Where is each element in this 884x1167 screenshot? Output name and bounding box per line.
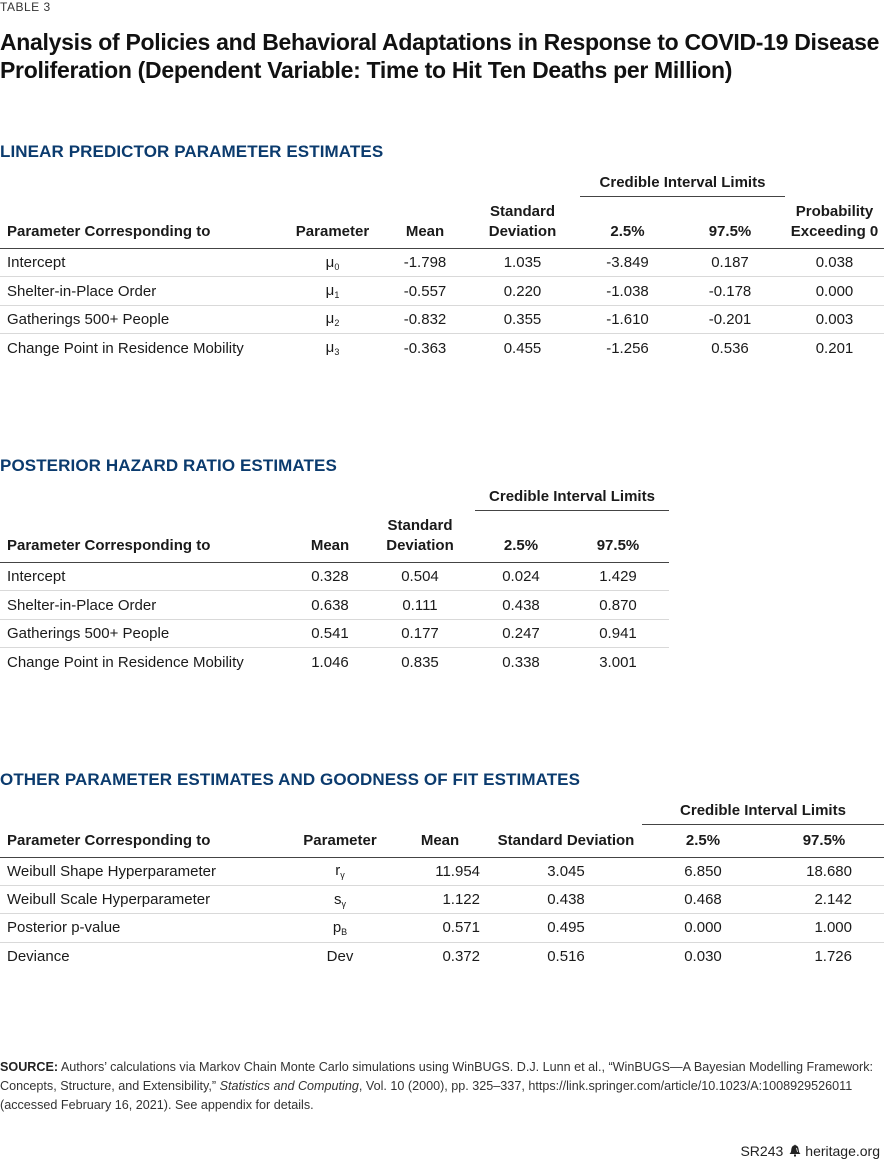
cell-sd: 0.516	[547, 948, 585, 966]
col-header-mean: Mean	[310, 537, 350, 554]
table-row	[0, 885, 884, 913]
col-header-parameter-corresponding: Parameter Corresponding to	[7, 537, 211, 554]
cell-sd: 0.835	[401, 653, 439, 671]
report-id: SR243	[740, 1143, 784, 1159]
col-header-97-5: 97.5%	[708, 223, 752, 240]
cell-sd: 0.438	[490, 885, 642, 913]
table-row	[0, 619, 669, 647]
journal-title: Statistics and Computing	[219, 1079, 359, 1093]
cell-mean: 1.122	[390, 885, 490, 913]
cell-probability: 0.201	[815, 339, 854, 357]
ci-header: Credible Interval Limits	[642, 798, 884, 824]
param-symbol: $r_\gamma$	[290, 857, 390, 885]
col-header-probability: Probability Exceeding 0	[790, 203, 879, 240]
row-label: Intercept	[0, 249, 280, 277]
table-row	[0, 857, 884, 885]
cell-ci-low: 0.030	[684, 948, 722, 966]
row-label: Gatherings 500+ People	[0, 305, 280, 333]
param-symbol: $\mu_3$	[325, 339, 340, 358]
cell-ci-high: 18.680	[764, 857, 884, 885]
table-row	[0, 249, 884, 277]
cell-mean: 0.571	[390, 914, 490, 942]
cell-ci-low: -1.610	[580, 305, 675, 333]
cell-ci-low: -1.038	[580, 277, 675, 305]
page-title: Analysis of Policies and Behavioral Adaptations in Response to COVID-19 Disease Proliferation (Dependent Variable: Time to Hit Ten Deaths per Million)	[0, 29, 880, 83]
row-label: Gatherings 500+ People	[0, 619, 295, 647]
row-label: Weibull Shape Hyperparameter	[0, 857, 290, 885]
cell-mean: -0.363	[403, 339, 447, 357]
col-header-parameter: Parameter	[295, 223, 370, 240]
cell-ci-low: 6.850	[642, 857, 764, 885]
table-row	[0, 277, 884, 305]
cell-sd: 0.177	[365, 619, 475, 647]
col-header-2-5: 2.5%	[610, 223, 645, 240]
cell-mean: 11.954	[390, 857, 490, 885]
cell-ci-high: 1.726	[814, 948, 852, 966]
cell-ci-low: 0.247	[475, 619, 567, 647]
cell-ci-low: -3.849	[580, 249, 675, 277]
param-symbol: $p_B$	[290, 914, 390, 942]
col-header-97-5: 97.5%	[596, 537, 640, 554]
param-symbol: Dev	[326, 947, 354, 965]
cell-ci-high: -0.178	[675, 277, 785, 305]
cell-mean: -0.557	[385, 277, 465, 305]
table-linear-predictor	[0, 170, 884, 362]
col-header-sd: Standard Deviation	[488, 203, 557, 240]
cell-probability: 0.038	[785, 249, 884, 277]
cell-probability: 0.003	[785, 305, 884, 333]
section-title-linear-predictor: LINEAR PREDICTOR PARAMETER ESTIMATES	[0, 142, 384, 161]
cell-ci-high: 1.000	[764, 914, 884, 942]
col-header-mean: Mean	[405, 223, 445, 240]
row-label: Shelter-in-Place Order	[0, 591, 295, 619]
table-row	[0, 334, 884, 362]
cell-ci-low: 0.338	[502, 653, 540, 671]
table-row	[0, 942, 884, 970]
table-label: TABLE 3	[0, 0, 51, 14]
ci-header: Credible Interval Limits	[475, 484, 669, 510]
param-symbol: $\mu_1$	[280, 277, 385, 305]
col-header-2-5: 2.5%	[685, 831, 721, 849]
cell-mean: -1.798	[385, 249, 465, 277]
cell-ci-high: 0.536	[711, 339, 749, 357]
col-header-mean: Mean	[420, 831, 460, 849]
col-header-2-5: 2.5%	[503, 537, 539, 554]
source-label: SOURCE:	[0, 1060, 59, 1074]
cell-mean: 0.541	[295, 619, 365, 647]
row-label: Deviance	[7, 948, 70, 966]
cell-sd: 1.035	[465, 249, 580, 277]
cell-sd: 0.495	[490, 914, 642, 942]
row-label: Posterior p-value	[0, 914, 290, 942]
cell-sd: 0.111	[365, 591, 475, 619]
cell-ci-high: 0.187	[675, 249, 785, 277]
cell-sd: 0.220	[465, 277, 580, 305]
cell-ci-low: 0.438	[475, 591, 567, 619]
section-title-hazard-ratio: POSTERIOR HAZARD RATIO ESTIMATES	[0, 456, 337, 475]
col-header-parameter: Parameter	[303, 831, 377, 849]
cell-ci-high: 0.941	[567, 619, 669, 647]
param-symbol: $\mu_0$	[280, 249, 385, 277]
cell-mean: -0.832	[385, 305, 465, 333]
col-header-parameter-corresponding: Parameter Corresponding to	[7, 223, 211, 240]
cell-mean: 0.638	[295, 591, 365, 619]
cell-ci-low: -1.256	[606, 339, 649, 357]
row-label: Change Point in Residence Mobility	[7, 339, 244, 357]
cell-mean: 1.046	[311, 653, 349, 671]
table-row	[0, 305, 884, 333]
section-title-other-parameters: OTHER PARAMETER ESTIMATES AND GOODNESS OF FIT ESTIMATES	[0, 770, 581, 789]
footer	[740, 1143, 880, 1159]
ci-header: Credible Interval Limits	[580, 170, 785, 196]
table-row	[0, 563, 669, 591]
table-row	[0, 914, 884, 942]
row-label: Weibull Scale Hyperparameter	[0, 885, 290, 913]
cell-sd: 0.455	[503, 339, 542, 357]
cell-sd: 0.355	[465, 305, 580, 333]
cell-ci-low: 0.024	[475, 563, 567, 591]
source-note: SOURCE: Authors’ calculations via Markov Chain Monte Carlo simulations using WinBUGS. D.J. Lunn et al., “WinBUGS—A Bayesian Modelling Framework: Concepts, Structure, and Extensibility,” Statistics and Computing, Vol. 10 (2000), pp. 325–337, https://link.springer.com/article/10.1023/A:1008929526011 (accessed February 16, 2021). See appendix for details.	[0, 1060, 874, 1112]
liberty-bell-icon	[789, 1144, 801, 1159]
col-header-parameter-corresponding: Parameter Corresponding to	[7, 831, 211, 849]
col-header-97-5: 97.5%	[802, 831, 846, 849]
table-other-parameters	[0, 798, 884, 971]
row-label: Intercept	[0, 563, 295, 591]
row-label: Shelter-in-Place Order	[0, 277, 280, 305]
cell-ci-high: -0.201	[675, 305, 785, 333]
cell-ci-high: 0.870	[567, 591, 669, 619]
table-hazard-ratio	[0, 484, 669, 676]
cell-ci-high: 3.001	[599, 653, 637, 671]
cell-sd: 0.504	[365, 563, 475, 591]
param-symbol: $\mu_2$	[280, 305, 385, 333]
site-name: heritage.org	[805, 1143, 880, 1159]
col-header-sd: Standard Deviation	[386, 517, 454, 554]
param-symbol: $s_\gamma$	[290, 885, 390, 913]
row-label: Change Point in Residence Mobility	[7, 653, 244, 671]
table-row	[0, 648, 669, 676]
cell-ci-high: 2.142	[764, 885, 884, 913]
col-header-sd: Standard Deviation	[497, 831, 635, 849]
cell-ci-high: 1.429	[567, 563, 669, 591]
cell-sd: 3.045	[490, 857, 642, 885]
table-row	[0, 591, 669, 619]
cell-mean: 0.372	[442, 948, 480, 966]
cell-mean: 0.328	[295, 563, 365, 591]
cell-probability: 0.000	[785, 277, 884, 305]
cell-ci-low: 0.468	[642, 885, 764, 913]
cell-ci-low: 0.000	[642, 914, 764, 942]
